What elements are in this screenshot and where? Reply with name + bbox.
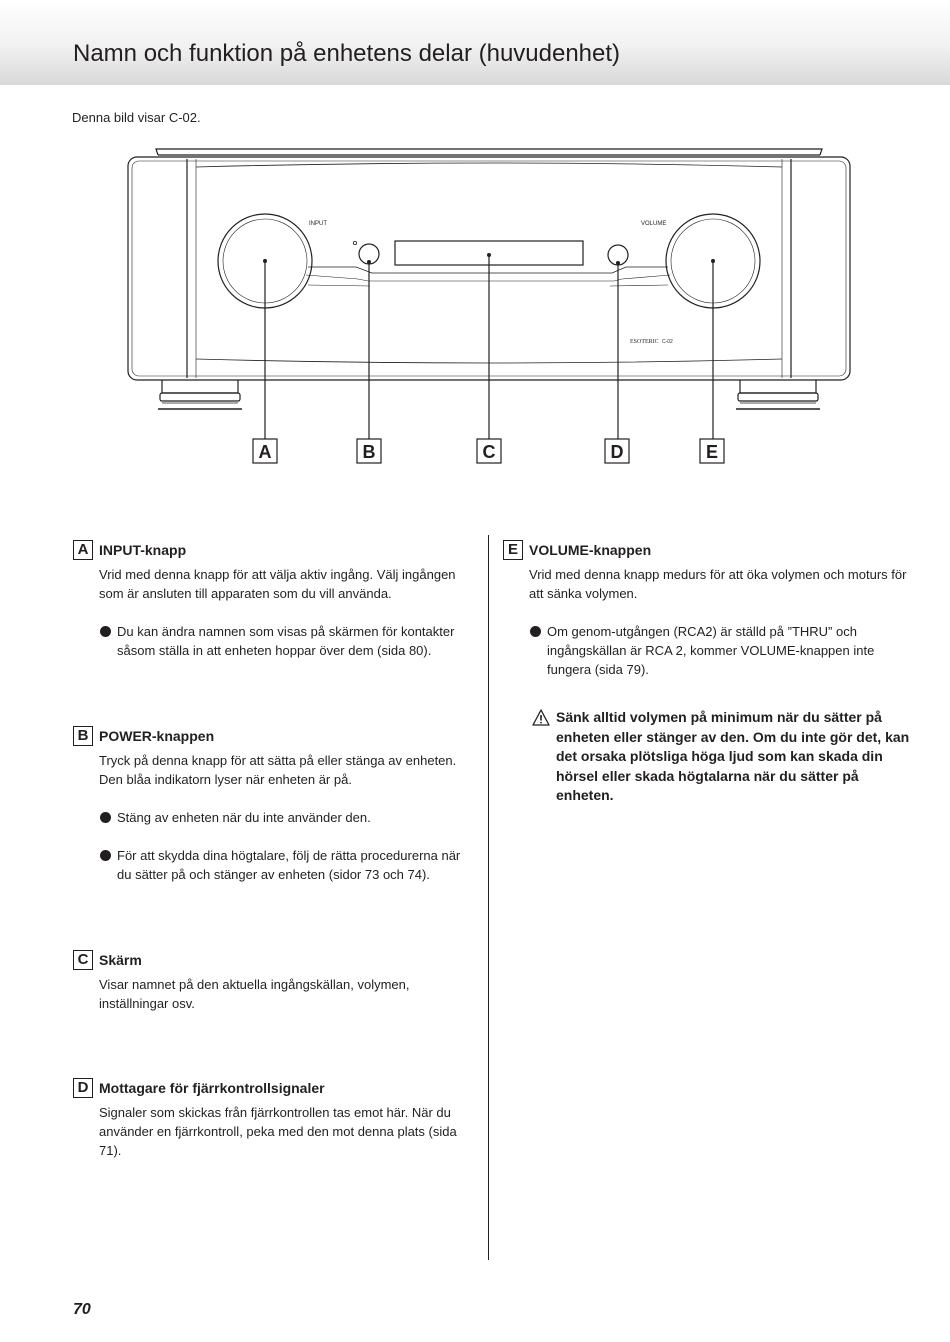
- section-letter: A: [73, 540, 93, 560]
- device-illustration: [120, 145, 860, 475]
- section-text: Vrid med denna knapp för att välja aktiv ingång. Välj ingången som är ansluten till apparaten som du vill använda.: [99, 567, 456, 601]
- section-text: Signaler som skickas från fjärrkontrollen tas emot här. När du använder en fjärrkontroll, peka med den mot denna plats (sida 71).: [99, 1105, 457, 1158]
- callout-E: [700, 439, 724, 463]
- bullet-item: Om genom-utgången (RCA2) är ställd på ”THRU” och ingångskällan är RCA 2, kommer VOLUME-knappen inte fungera (sida 79).: [547, 622, 908, 679]
- bullet-dot-icon: [530, 626, 541, 637]
- section-title: INPUT-knapp: [99, 541, 187, 558]
- callout-D: [605, 439, 629, 463]
- callout-A: [253, 439, 277, 463]
- svg-text:C: C: [482, 442, 496, 462]
- svg-text:E: E: [705, 442, 719, 462]
- section-power-button: [73, 726, 478, 884]
- bullet-dot-icon: [100, 626, 111, 637]
- warning-triangle-icon: [532, 709, 550, 726]
- svg-text:A: A: [258, 442, 272, 462]
- column-divider: [488, 535, 489, 1260]
- section-volume-knob: [503, 540, 908, 679]
- section-input-knob: [73, 540, 478, 660]
- section-title: Mottagare för fjärrkontrollsignaler: [99, 1079, 325, 1096]
- warning-note: [532, 708, 912, 806]
- svg-text:B: B: [362, 442, 376, 462]
- svg-text:D: D: [610, 442, 624, 462]
- section-letter: C: [73, 950, 93, 970]
- intro-text: Denna bild visar C-02.: [72, 110, 201, 125]
- callout-C: [477, 439, 501, 463]
- section-display: [73, 950, 478, 1013]
- bullet-dot-icon: [100, 812, 111, 823]
- warning-text: Sänk alltid volymen på minimum när du sätter på enheten eller stänger av den. Om du inte gör det, kan det orsaka plötsliga höga ljud som kan skada din hörsel eller skada högtalarna när du sätter på enheten.: [556, 709, 910, 803]
- page-title: Namn och funktion på enhetens delar (huvudenhet): [73, 40, 621, 67]
- section-text: Vrid med denna knapp medurs för att öka volymen och moturs för att sänka volymen.: [529, 567, 907, 601]
- section-title: POWER-knappen: [99, 727, 215, 744]
- section-letter: D: [73, 1078, 93, 1098]
- bullet-item: Du kan ändra namnen som visas på skärmen för kontakter såsom ställa in att enheten hoppar över dem (sida 80).: [117, 622, 478, 660]
- bullet-item: Stäng av enheten när du inte använder den.: [117, 808, 478, 827]
- section-title: Skärm: [99, 951, 142, 968]
- bullet-dot-icon: [100, 850, 111, 861]
- bullet-item: För att skydda dina högtalare, följ de rätta procedurerna när du sätter på och stänger av enheten (sidor 73 och 74).: [117, 846, 478, 884]
- input-panel-label: INPUT: [309, 221, 327, 227]
- section-letter: B: [73, 726, 93, 746]
- section-text: Visar namnet på den aktuella ingångskällan, volymen, inställningar osv.: [99, 977, 410, 1011]
- model-label: C-02: [662, 339, 673, 345]
- section-text: Tryck på denna knapp för att sätta på eller stänga av enheten. Den blåa indikatorn lyser när enheten är på.: [99, 753, 457, 787]
- section-title: VOLUME-knappen: [529, 541, 652, 558]
- page-number: 70: [73, 1301, 91, 1318]
- volume-panel-label: VOLUME: [641, 221, 667, 227]
- callout-B: [357, 439, 381, 463]
- brand-logo: ESOTERIC: [630, 339, 659, 345]
- section-letter: E: [503, 540, 523, 560]
- section-remote-sensor: [73, 1078, 478, 1160]
